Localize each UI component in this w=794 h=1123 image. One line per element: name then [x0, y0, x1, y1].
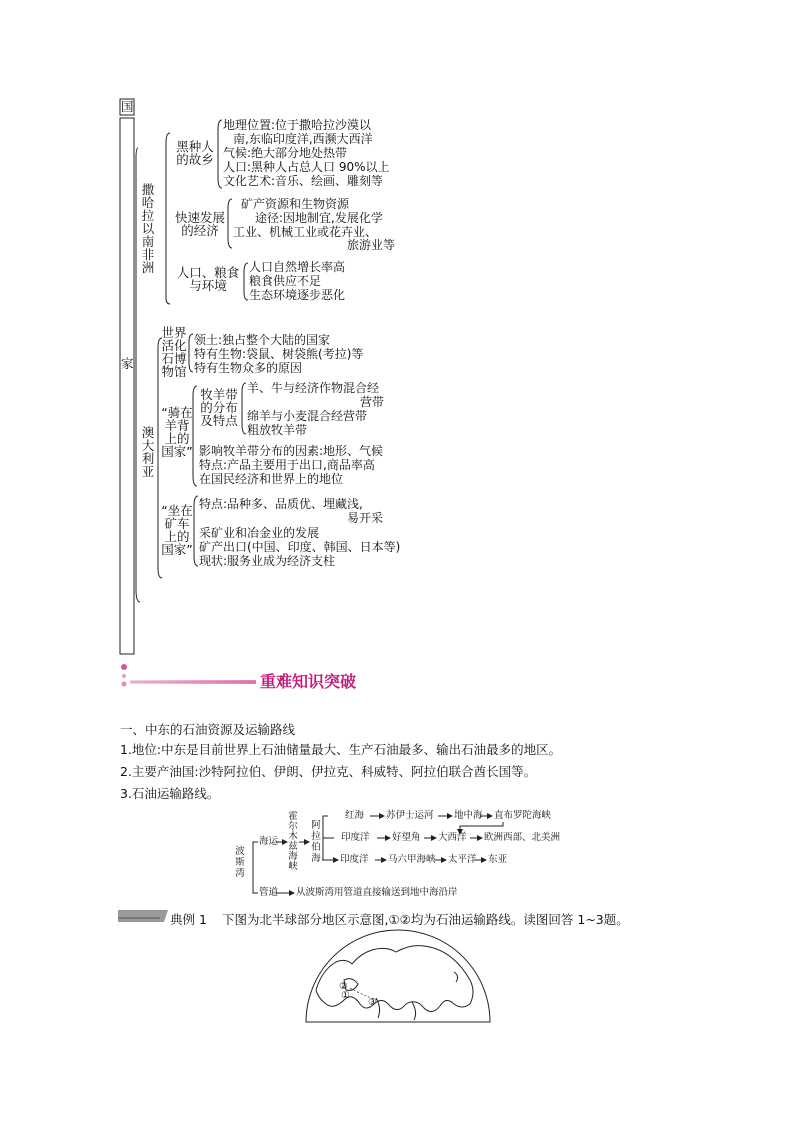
- sheep-line-3: 在国民经济和世界上的地位: [199, 472, 344, 486]
- develop-label: 快速发展的经济: [174, 210, 225, 238]
- museum-line-3: 特有生物众多的原因: [194, 361, 303, 375]
- route-atlantic: 大西洋: [438, 832, 467, 843]
- mine-line-2: 易开采: [347, 511, 384, 525]
- australia-label: 澳大利亚: [141, 425, 155, 479]
- sheep-sub-3: 绵羊与小麦混合经营带: [247, 409, 368, 423]
- route-pipe: 管道: [259, 887, 279, 898]
- env-label: 人口、粮食与环境: [176, 265, 240, 293]
- route-gib: 直布罗陀海峡: [494, 810, 552, 821]
- museum-line-2: 特有生物:袋鼠、树袋熊(考拉)等: [194, 347, 364, 361]
- develop-line-3: 工业、机械工业或花卉业、: [233, 225, 378, 239]
- route-cape: 好望角: [392, 832, 421, 843]
- map-label-3: ③: [368, 997, 377, 1008]
- oil-paragraph-2: 2.主要产油国:沙特阿拉伯、伊朗、伊拉克、科威特、阿拉伯联合酋长国等。: [120, 764, 537, 779]
- outline-guo-char: 国: [121, 99, 134, 114]
- route-arabian: 阿拉伯海: [311, 820, 321, 864]
- mine-line-1: 特点:品种多、品质优、埋藏浅,: [199, 497, 363, 511]
- oil-heading: 一、中东的石油资源及运输路线: [120, 722, 296, 737]
- route-europe-na: 欧洲西部、北美洲: [484, 832, 561, 843]
- example-text: 下图为北半球部分地区示意图,①②均为石油运输路线。读图回答 1~3题。: [222, 912, 629, 927]
- route-sea: 海运: [259, 836, 279, 847]
- homeland-line-1: 地理位置:位于撒哈拉沙漠以: [223, 118, 372, 132]
- sheep-sub-label: 牧羊带的分布及特点: [200, 387, 238, 428]
- route-pacific: 太平洋: [448, 854, 477, 865]
- route-gulf: 波斯湾: [235, 846, 245, 879]
- sheep-label: “骑在羊背上的国家”: [161, 405, 193, 459]
- develop-line-1: 矿产资源和生物资源: [241, 197, 350, 211]
- env-line-3: 生态环境逐步恶化: [249, 288, 346, 302]
- mine-line-5: 现状:服务业成为经济支柱: [199, 554, 336, 568]
- oil-paragraph-3: 3.石油运输路线。: [120, 786, 220, 801]
- sahara-label: 撒哈拉以南非洲: [141, 182, 155, 275]
- example-tag: 典例 1: [170, 912, 207, 927]
- route-indian-1: 印度洋: [341, 832, 370, 843]
- oil-paragraph-1: 1.地位:中东是目前世界上石油储量最大、生产石油最多、输出石油最多的地区。: [120, 742, 562, 757]
- route-indian-2: 印度洋: [340, 854, 369, 865]
- env-line-1: 人口自然增长率高: [249, 260, 346, 274]
- route-pipe-text: 从波斯湾用管道直接输送到地中海沿岸: [296, 887, 458, 898]
- outline-side-box: [120, 118, 134, 654]
- develop-line-2: 途径:因地制宜,发展化学: [255, 211, 383, 225]
- outline-jia-char: 家: [121, 356, 134, 371]
- mine-line-3: 采矿业和冶金业的发展: [199, 526, 320, 540]
- homeland-line-2: 南,东临印度洋,西濒大西洋: [233, 132, 373, 146]
- map-label-1: ①: [341, 990, 350, 1001]
- museum-label: 世界活化石博物馆: [161, 325, 187, 379]
- sheep-sub-2: 营带: [360, 395, 385, 409]
- route-med: 地中海: [454, 810, 483, 821]
- sheep-sub-4: 粗放牧羊带: [247, 423, 308, 437]
- route-red-sea: 红海: [345, 810, 365, 821]
- develop-line-4: 旅游业等: [347, 238, 396, 252]
- mine-line-4: 矿产出口(中国、印度、韩国、日本等): [199, 540, 401, 554]
- route-suez: 苏伊士运河: [386, 810, 434, 821]
- route-malacca: 马六甲海峡: [388, 854, 436, 865]
- sheep-sub-1: 羊、牛与经济作物混合经: [247, 381, 380, 395]
- homeland-label: 黑种人的故乡: [176, 139, 214, 167]
- homeland-line-3: 气候:绝大部分地处热带: [223, 146, 348, 160]
- mine-label: “坐在矿车上的国家”: [161, 503, 193, 557]
- homeland-line-4: 人口:黑种人占总人口 90%以上: [223, 160, 390, 174]
- sheep-line-2: 特点:产品主要用于出口,商品率高: [199, 458, 375, 472]
- section-title: 重难知识突破: [260, 672, 357, 691]
- museum-line-1: 领土:独占整个大陆的国家: [194, 333, 331, 347]
- homeland-line-5: 文化艺术:音乐、绘画、雕刻等: [223, 174, 384, 188]
- map-label-2: ②: [339, 981, 348, 992]
- route-east-asia: 东亚: [488, 854, 508, 865]
- route-hormuz: 霍尔木兹海峡: [288, 811, 298, 872]
- env-line-2: 粮食供应不足: [249, 274, 322, 288]
- sheep-line-1: 影响牧羊带分布的因素:地形、气候: [199, 444, 384, 458]
